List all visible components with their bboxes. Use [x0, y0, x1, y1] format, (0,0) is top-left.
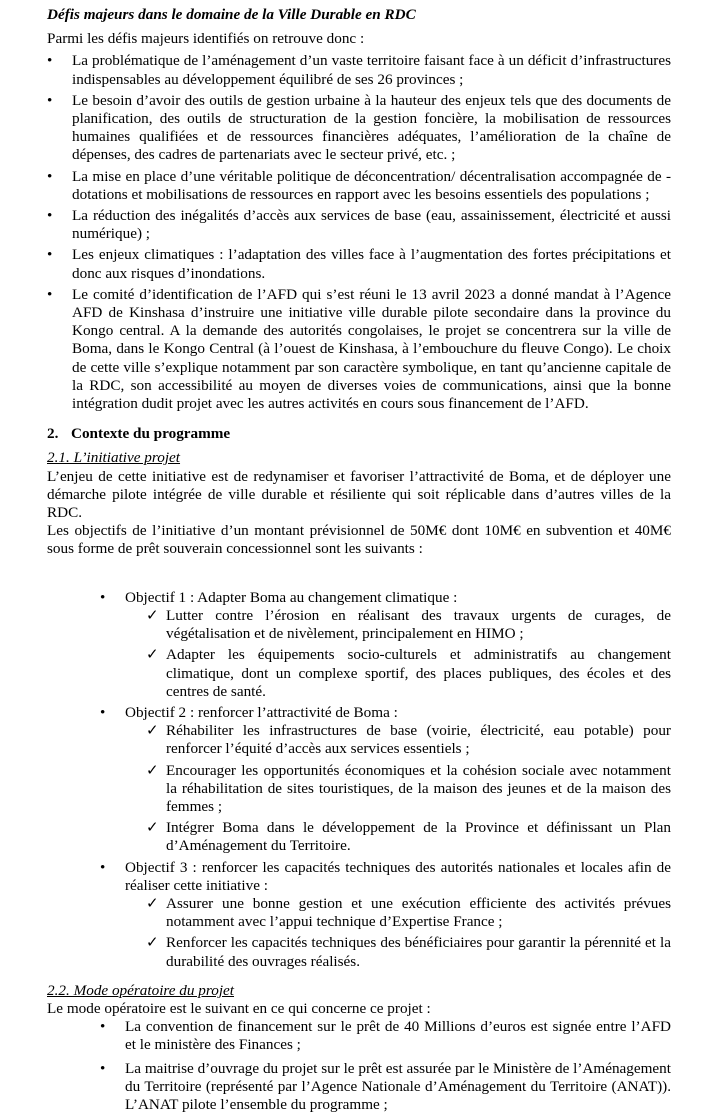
check-item-text: Réhabiliter les infrastructures de base (voirie, électricité, eau potable) pour renforcer l’équité d’accès aux services essentiels ; — [166, 722, 671, 758]
document-page — [47, 6, 671, 1119]
objectif-label: Objectif 3 : renforcer les capacités techniques des autorités nationales et locales afin de réaliser cette initiative : — [125, 858, 671, 894]
section-number: 2. — [47, 425, 59, 443]
section-heading-defis: Défis majeurs dans le domaine de la Ville Durable en RDC — [47, 6, 416, 23]
list-item: • La convention de financement sur le prêt de 40 Millions d’euros est signée entre l’AFD et le ministère des Finances ; — [100, 1018, 671, 1054]
check-item-text: Lutter contre l’érosion en réalisant des travaux urgents de curages, de végétalisation et de nivèlement, principalement en HIMO ; — [166, 606, 671, 643]
list-item: • Le comité d’identification de l’AFD qui s’est réuni le 13 avril 2023 a donné mandat à l’Agence AFD de Kinshasa d’instruire une initiative ville durable pilote secondaire dans la province du Kongo central. A la demande des autorités congolaises, le projet se concentrera sur la ville de Boma, dans le Kongo Central (à l’ouest de Kinshasa, à l’embouchure du fleuve Congo). Le choix de cette ville s’explique notamment par son caractère symbolique, en tant qu’ancienne capitale de la RDC, son accessibilité au moyen de diverses voies de communications, ainsi que la bonne intégration dudit projet avec les autres activités en cours sous financement de l’AFD. — [47, 286, 671, 413]
check-item-text: Encourager les opportunités économiques et la cohésion sociale avec notamment la réhabilitation de sites touristiques, de la maison des jeunes et de la maison des femmes ; — [166, 761, 671, 815]
check-item — [146, 762, 671, 817]
check-item-text: Assurer une bonne gestion et une exécution efficiente des activités prévues notamment avec l’appui technique d’Expertise France ; — [166, 894, 671, 931]
check-item — [146, 934, 671, 970]
objectif-item-3 — [100, 859, 671, 971]
check-item — [146, 646, 671, 701]
checklist — [125, 722, 671, 855]
objectif-item-1 — [100, 589, 671, 701]
list-item: • Les enjeux climatiques : l’adaptation des villes face à l’augmentation des fortes précipitations et donc aux risques d’inondations. — [47, 246, 671, 282]
check-item-text: Adapter les équipements socio-culturels et administratifs au changement climatique, dont un complexe sportif, des places publiques, des écoles et des centres de santé. — [166, 646, 671, 700]
check-item-text: Renforcer les capacités techniques des bénéficiaires pour garantir la pérennité et la durabilité des ouvrages réalisés. — [166, 934, 671, 970]
checkmark-icon: ✓ — [146, 894, 159, 912]
list-item: • La maitrise d’ouvrage du projet sur le prêt est assurée par le Ministère de l’Aménagement du Territoire (représenté par l’Agence Nationale d’Aménagement du Territoire (ANAT)). L’ANAT pilote l’ensemble du programme ; — [100, 1060, 671, 1115]
subsection-title-mode-operatoire: 2.2. Mode opératoire du projet — [47, 981, 235, 999]
checkmark-icon: ✓ — [146, 934, 159, 952]
checkmark-icon: ✓ — [146, 819, 159, 837]
check-item — [146, 895, 671, 931]
subsection-title-initiative: 2.1. L’initiative projet — [47, 449, 181, 467]
checkmark-icon: ✓ — [146, 606, 159, 624]
list-item: • La problématique de l’aménagement d’un vaste territoire faisant face à un déficit d’infrastructures indispensables au développement équilibré de ses 26 provinces ; — [47, 52, 671, 88]
check-item-text: Intégrer Boma dans le développement de la Province et définissant un Plan d’Aménagement du Territoire. — [166, 819, 671, 855]
check-item — [146, 607, 671, 643]
section-title-contexte — [47, 425, 671, 443]
defis-list — [47, 52, 671, 413]
checkmark-icon: ✓ — [146, 646, 159, 664]
section-title-text: Contexte du programme — [71, 425, 231, 443]
paragraph-mode-operatoire: Le mode opératoire est le suivant en ce qui concerne ce projet : — [47, 999, 431, 1017]
objectif-item-2 — [100, 704, 671, 856]
check-item — [146, 819, 671, 855]
checkmark-icon: ✓ — [146, 722, 159, 740]
list-item: • La réduction des inégalités d’accès aux services de base (eau, assainissement, électricité et aussi numérique) ; — [47, 207, 671, 243]
mode-operatoire-list — [47, 1018, 671, 1114]
list-item: • Le besoin d’avoir des outils de gestion urbaine à la hauteur des enjeux tels que des documents de planification, des outils de structuration de la gestion foncière, la mobilisation de ressources humaines qualifiées et de ressources financières adéquates, l’amélioration de la chaîne de dépenses, des cadres de partenariats avec le secteur privé, etc. ; — [47, 92, 671, 165]
checkmark-icon: ✓ — [146, 761, 159, 779]
check-item — [146, 722, 671, 758]
objectifs-list — [47, 589, 671, 971]
objectif-label: Objectif 2 : renforcer l’attractivité de Boma : — [125, 703, 398, 721]
paragraph-objectifs: Les objectifs de l’initiative d’un montant prévisionnel de 50M€ dont 10M€ en subvention et 40M€ sous forme de prêt souverain concessionnel sont les suivants : — [47, 522, 671, 558]
objectif-label: Objectif 1 : Adapter Boma au changement climatique : — [125, 588, 458, 606]
list-item: • La mise en place d’une véritable politique de déconcentration/ décentralisation accompagnée de - dotations et mobilisations de ressources en rapport avec les besoins essentiels des populations ; — [47, 168, 671, 204]
checklist — [125, 607, 671, 701]
checklist — [125, 895, 671, 971]
paragraph-enjeu: L’enjeu de cette initiative est de redynamiser et favoriser l’attractivité de Boma, et de déployer une démarche pilote intégrée de ville durable et résiliente qui soit réplicable dans d’autres villes de la RDC. — [47, 467, 671, 522]
intro-text: Parmi les défis majeurs identifiés on retrouve donc : — [47, 30, 365, 48]
